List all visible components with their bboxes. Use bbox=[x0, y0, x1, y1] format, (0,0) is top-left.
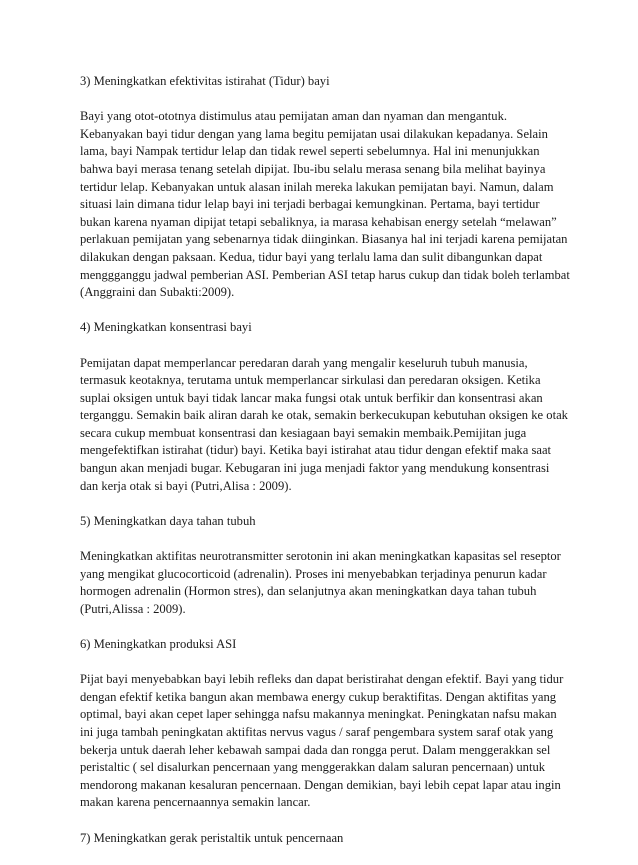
section-paragraph bbox=[80, 355, 572, 496]
section-heading: 4) Meningkatkan konsentrasi bayi bbox=[80, 320, 252, 335]
section-heading: 6) Meningkatkan produksi ASI bbox=[80, 637, 237, 651]
paragraph-line: mendorong makanan kesaluran pencernaan. Dengan demikian, bayi lebih cepat lapar atau ingin bbox=[80, 777, 561, 792]
paragraph-line: tertidur lelap. Kebanyakan untuk alasan inilah mereka lakukan pemijatan bayi. Namun, dalam bbox=[80, 179, 554, 194]
section-heading: 5) Meningkatkan daya tahan tubuh bbox=[80, 513, 256, 528]
section-paragraph bbox=[80, 108, 572, 302]
paragraph-line: bekerja untuk daerah leher kebawah sampai dada dan rongga perut. Dalam menggerakkan sel bbox=[80, 742, 551, 757]
paragraph-line: bangun akan menjadi bugar. Kebugaran ini juga menjadi faktor yang mendukung konsentrasi bbox=[80, 461, 550, 476]
paragraph-line: menggganggu jadwal pemberian ASI. Pemberian ASI tetap harus cukup dan tidak boleh terlambat bbox=[80, 267, 570, 282]
paragraph-line: bukan karena nyaman dipijat tetapi sebaliknya, ia marasa kehabisan energy setelah “melawan” bbox=[80, 214, 557, 229]
paragraph-line: secara cukup membuat konsentrasi dan kesiagaan bayi semakin membaik.Pemijitan juga bbox=[80, 425, 527, 440]
paragraph-line: suplai oksigen untuk bayi tidak lancar maka fungsi otak untuk berfikir dan konsentrasi akan bbox=[80, 390, 543, 405]
paragraph-line: yang mengikat glucocorticoid (adrenalin). Proses ini menyebabkan terjadinya penurun kadar bbox=[80, 566, 547, 581]
paragraph-line: dengan efektif ketika bangun akan membawa energy cukup beraktifitas. Dengan aktifitas yang bbox=[80, 689, 557, 704]
paragraph-line: makan karena pencernaannya semakin lancar. bbox=[80, 795, 311, 810]
paragraph-line: peristaltic ( sel disalurkan pencernaan yang menggerakkan dalam saluran pencernaan) untuk bbox=[80, 760, 546, 775]
paragraph-line: dilakukan dengan paksaan. Kedua, tidur bayi yang terlalu lama dan sulit dibangunkan dapat bbox=[80, 249, 543, 264]
paragraph-line: situasi lain dimana tidur lelap bayi ini terjadi berbagai kemungkinan. Pertama, bayi tertidur bbox=[80, 197, 540, 212]
paragraph-line: mengefektifkan istirahat (tidur) bayi. Ketika bayi istirahat atau tidur dengan efektif maka saat bbox=[80, 443, 552, 458]
paragraph-line: Pijat bayi menyebabkan bayi lebih refleks dan dapat beristirahat dengan efektif. Bayi yang tidur bbox=[80, 672, 564, 687]
paragraph-line: dan kerja otak si bayi (Putri,Alisa : 2009). bbox=[80, 478, 292, 493]
paragraph-line: lama, bayi Nampak tertidur lelap dan tidak rewel seperti sebelumnya. Hal ini menunjukkan bbox=[80, 144, 540, 159]
paragraph-line: Meningkatkan aktifitas neurotransmitter serotonin ini akan meningkatkan kapasitas sel reseptor bbox=[80, 549, 561, 564]
paragraph-line: (Anggraini dan Subakti:2009). bbox=[80, 285, 235, 300]
paragraph-line: ini juga tambah peningkatan aktifitas nervus vagus / saraf pengembara system saraf otak yang bbox=[80, 724, 554, 739]
document-body bbox=[80, 73, 572, 865]
paragraph-line: bahwa bayi merasa tenang setelah dipijat. Ibu-ibu selalu merasa senang bila melihat bayinya bbox=[80, 161, 546, 176]
section-heading: 3) Meningkatkan efektivitas istirahat (Tidur) bayi bbox=[80, 74, 330, 88]
paragraph-line: Bayi yang otot-ototnya distimulus atau pemijatan aman dan nyaman dan mengantuk. bbox=[80, 109, 508, 124]
paragraph-line: terganggu. Semakin baik aliran darah ke otak, semakin berkecukupan kebutuhan oksigen ke otak bbox=[80, 408, 568, 423]
paragraph-line: optimal, bayi akan cepet laper sehingga nafsu makannya meningkat. Peningkatan nafsu makan bbox=[80, 707, 557, 722]
paragraph-line: perlakuan pemijatan yang sebenarnya tidak diinginkan. Biasanya hal ini terjadi karena pemijatan bbox=[80, 232, 568, 247]
paragraph-line: termasuk keotaknya, terutama untuk memperlancar sirkulasi dan peredaran oksigen. Ketika bbox=[80, 373, 541, 388]
paragraph-line: Kebanyakan bayi tidur dengan yang lama begitu pemijatan usai dilakukan kepadanya. Selain bbox=[80, 126, 548, 141]
paragraph-line: Pemijatan dapat memperlancar peredaran darah yang mengalir keseluruh tubuh manusia, bbox=[80, 355, 528, 370]
section-paragraph bbox=[80, 548, 572, 618]
paragraph-line: hormogen adrenalin (Hormon stres), dan selanjutnya akan meningkatkan daya tahan tubuh bbox=[80, 584, 537, 599]
section-heading: 7) Meningkatkan gerak peristaltik untuk pencernaan bbox=[80, 830, 344, 845]
paragraph-line: (Putri,Alissa : 2009). bbox=[80, 601, 186, 616]
section-paragraph bbox=[80, 671, 572, 812]
